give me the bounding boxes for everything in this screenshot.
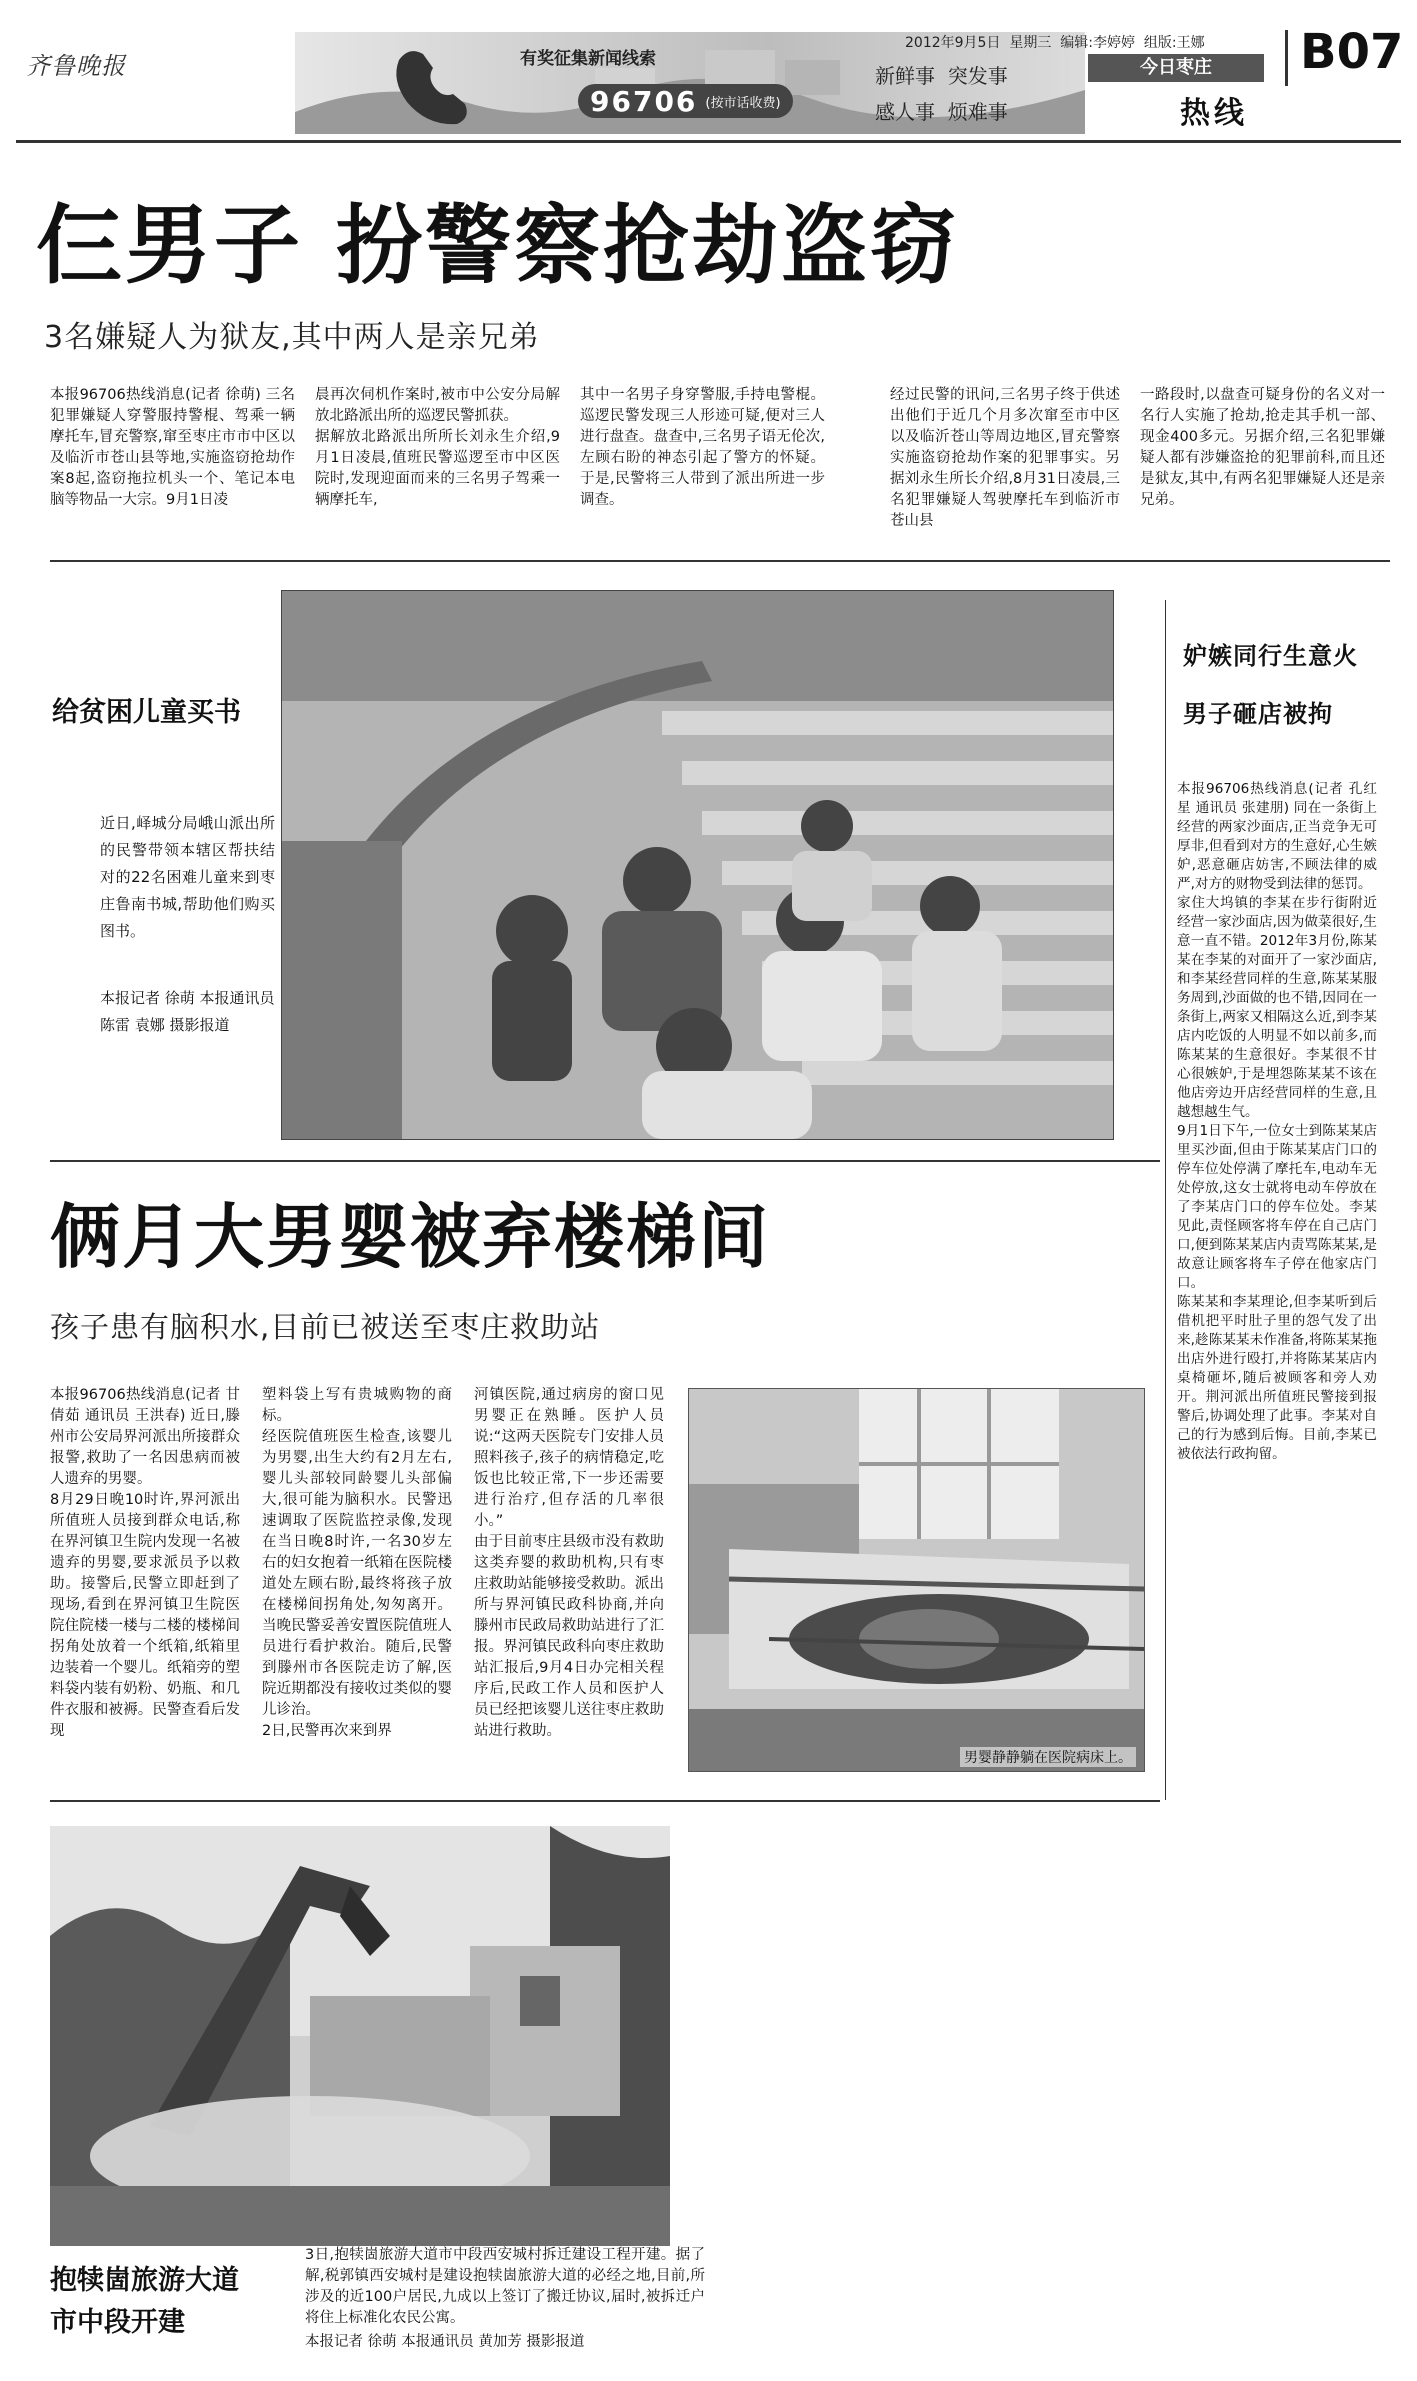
- second-story-bottom-rule: [50, 1800, 1160, 1802]
- photo-baby-in-hospital: [688, 1388, 1145, 1772]
- photo-baby-caption: 男婴静静躺在医院病床上。: [960, 1747, 1136, 1767]
- slogan-line-2: 感人事 烦难事: [875, 100, 1008, 124]
- header-divider-vertical: [1285, 30, 1288, 86]
- bottom-title-2: 市中段开建: [50, 2307, 185, 2338]
- bottom-title-1: 抱犊崮旅游大道: [50, 2265, 239, 2296]
- hotline-number: [578, 84, 793, 118]
- second-col-3: 河镇医院,通过病房的窗口见男婴正在熟睡。医护人员说:“这两天医院专门安排人员照料孩子,孩子的病情稳定,吃饭也比较正常,下一步还需要进行治疗,但存活的几率很小。” 由于目前枣庄县级市没有救助这类弃婴的救助机构,只有枣庄救助站能够接受救助。派出所与界河镇民政科协商,并向滕州市民政局救助站进行了汇报。界河镇民政科向枣庄救助站汇报后,9月4日办完相关程序后,民政工作人员和医护人员已经把该婴儿送往枣庄救助站进行救助。: [474, 1387, 664, 1739]
- second-col-1: 本报96706热线消息(记者 甘倩茹 通讯员 王洪春) 近日,滕州市公安局界河派出所接群众报警,救助了一名因患病而被人遗弃的男婴。 8月29日晚10时许,界河派出所值班人员接到群众电话,称在界河镇卫生院内发现一名被遗弃的男婴,要求派员予以救助。接警后,民警立即赶到了现场,看到在界河镇卫生院医院住院楼一楼与二楼的楼梯间拐角处放着一个纸箱,纸箱里边装着一个婴儿。纸箱旁的塑料袋内装有奶粉、奶瓶、和几件衣服和被褥。民警查看后发现: [50, 1387, 240, 1739]
- sidebar-title-1: 妒嫉同行生意火: [1183, 642, 1358, 670]
- second-subhead: 孩子患有脑积水,目前已被送至枣庄救助站: [50, 1310, 601, 1344]
- photo-story-body: 近日,峄城分局峨山派出所的民警带领本辖区帮扶结对的22名困难儿童来到枣庄鲁南书城,帮助他们购买图书。: [100, 814, 275, 940]
- hotline-number-value: 96706: [590, 84, 698, 118]
- sidebar-left-rule: [1165, 600, 1166, 1800]
- telephone-icon: [387, 40, 477, 130]
- header-rule: [16, 140, 1401, 143]
- hotline-note: (按市话收费): [705, 95, 781, 111]
- lead-col-1: 本报96706热线消息(记者 徐萌) 三名犯罪嫌疑人穿警服持警棍、驾乘一辆摩托车,冒充警察,窜至枣庄市市中区以及临沂市苍山县等地,实施盗窃抢劫作案8起,盗窃拖拉机头一个、笔记本电脑等物品一大宗。9月1日凌: [50, 387, 295, 508]
- photo-story-credit: 本报记者 徐萌 本报通讯员 陈雷 袁娜 摄影报道: [100, 989, 275, 1034]
- section-tag: 今日枣庄: [1088, 54, 1264, 82]
- lead-col-5: 一路段时,以盘查可疑身份的名义对一名行人实施了抢劫,抢走其手机一部、现金400多元。另据介绍,三名犯罪嫌疑人都有涉嫌盗抢的犯罪前科,而且还是狱友,其中,有两名犯罪嫌疑人还是亲兄弟。: [1140, 387, 1385, 508]
- second-headline: 俩月大男婴被弃楼梯间: [50, 1196, 770, 1278]
- lead-col-3: 其中一名男子身穿警服,手持电警棍。巡逻民警发现三人形迹可疑,便对三人进行盘查。盘查中,三名男子语无伦次,左顾右盼的神态引起了警方的怀疑。于是,民警将三人带到了派出所进一步调查。: [580, 387, 825, 508]
- bottom-credit: 本报记者 徐萌 本报通讯员 黄加芳 摄影报道: [305, 2334, 585, 2350]
- slogan-line-1: 新鲜事 突发事: [875, 64, 1008, 88]
- lead-col-2: 晨再次伺机作案时,被市中公安分局解放北路派出所的巡逻民警抓获。 据解放北路派出所所长刘永生介绍,9月1日凌晨,值班民警巡逻至市中区医院时,发现迎面而来的三名男子驾乘一辆摩托车,: [315, 387, 560, 508]
- page-number: B07: [1300, 24, 1404, 80]
- lead-bottom-rule: [50, 560, 1390, 562]
- sidebar-body: 本报96706热线消息(记者 孔红星 通讯员 张建朋) 同在一条街上经营的两家沙面店,正当竞争无可厚非,但看到对方的生意好,心生嫉妒,恶意砸店妨害,不顾法律的威严,对方的财物受到法律的惩罚。 家住大坞镇的李某在步行街附近经营一家沙面店,因为做菜很好,生意一直不错。2012年3月份,陈某某在李某的对面开了一家沙面店,和李某经营同样的生意,陈某某服务周到,沙面做的也不错,因同在一条街上,两家又相隔这么近,到李某店内吃饭的人明显不如以前多,而陈某某的生意很好。李某很不甘心很嫉妒,于是埋怨陈某某不该在他店旁边开店经营同样的生意,且越想越生气。 9月1日下午,一位女士到陈某某店里买沙面,但由于陈某某店门口的停车位处停满了摩托车,电动车无处停放,这女士就将电动车停放在了李某店门口的停车位处。李某见此,责怪顾客将车停在自己店门口,便到陈某某店内责骂陈某某,是故意让顾客将车子停在他家店门口。 陈某某和李某理论,但李某听到后借机把平时肚子里的怨气发了出来,趁陈某某未作准备,将陈某某拖出店外进行殴打,并将陈某某店内桌椅砸坏,随后被顾客和旁人劝开。荆河派出所值班民警接到报警后,协调处理了此事。李某对自己的行为感到后悔。目前,李某已被依法行政拘留。: [1177, 781, 1377, 1462]
- bottom-body: 3日,抱犊崮旅游大道市中段西安城村拆迁建设工程开建。据了解,税郭镇西安城村是建设抱犊崮旅游大道的必经之地,目前,所涉及的近100户居民,九成以上签订了搬迁协议,届时,被拆迁户将住上标准化农民公寓。: [305, 2247, 705, 2326]
- sidebar-title-2: 男子砸店被拘: [1183, 700, 1333, 728]
- second-col-2: 塑料袋上写有贵城购物的商标。 经医院值班医生检查,该婴儿为男婴,出生大约有2月左右,婴儿头部较同龄婴儿头部偏大,很可能为脑积水。民警迅速调取了医院监控录像,发现在当日晚8时许,一名30岁左右的妇女抱着一纸箱在医院楼道处左顾右盼,最终将孩子放在楼梯间拐角处,匆匆离开。当晚民警妥善安置医院值班人员进行看护救治。随后,民警到滕州市各医院走访了解,医院近期都没有接收过类似的婴儿诊治。 2日,民警再次来到界: [262, 1387, 452, 1739]
- lead-headline: 仨男子 扮警察抢劫盗窃: [36, 196, 959, 296]
- masthead-logo: 齐鲁晚报: [26, 52, 126, 80]
- page-header: [0, 0, 1417, 140]
- photo-story-title: 给贫困儿童买书: [52, 697, 241, 728]
- photo-kids-buying-books: [281, 590, 1114, 1140]
- lead-subhead: 3名嫌疑人为狱友,其中两人是亲兄弟: [44, 320, 540, 355]
- photo-story-bottom-rule: [50, 1160, 1160, 1162]
- issue-meta: 2012年9月5日 星期三 编辑:李婷婷 组版:王娜: [905, 35, 1205, 51]
- hotline-label: 有奖征集新闻线索: [520, 49, 656, 69]
- lead-col-4: 经过民警的讯问,三名男子终于供述出他们于近几个月多次窜至市中区以及临沂苍山等周边地区,冒充警察实施盗窃抢劫作案的犯罪事实。另据刘永生所长介绍,8月31日凌晨,三名犯罪嫌疑人驾驶摩托车到临沂市苍山县: [890, 387, 1120, 529]
- section-name: 热线: [1180, 96, 1248, 131]
- photo-demolition-excavator: [50, 1826, 670, 2246]
